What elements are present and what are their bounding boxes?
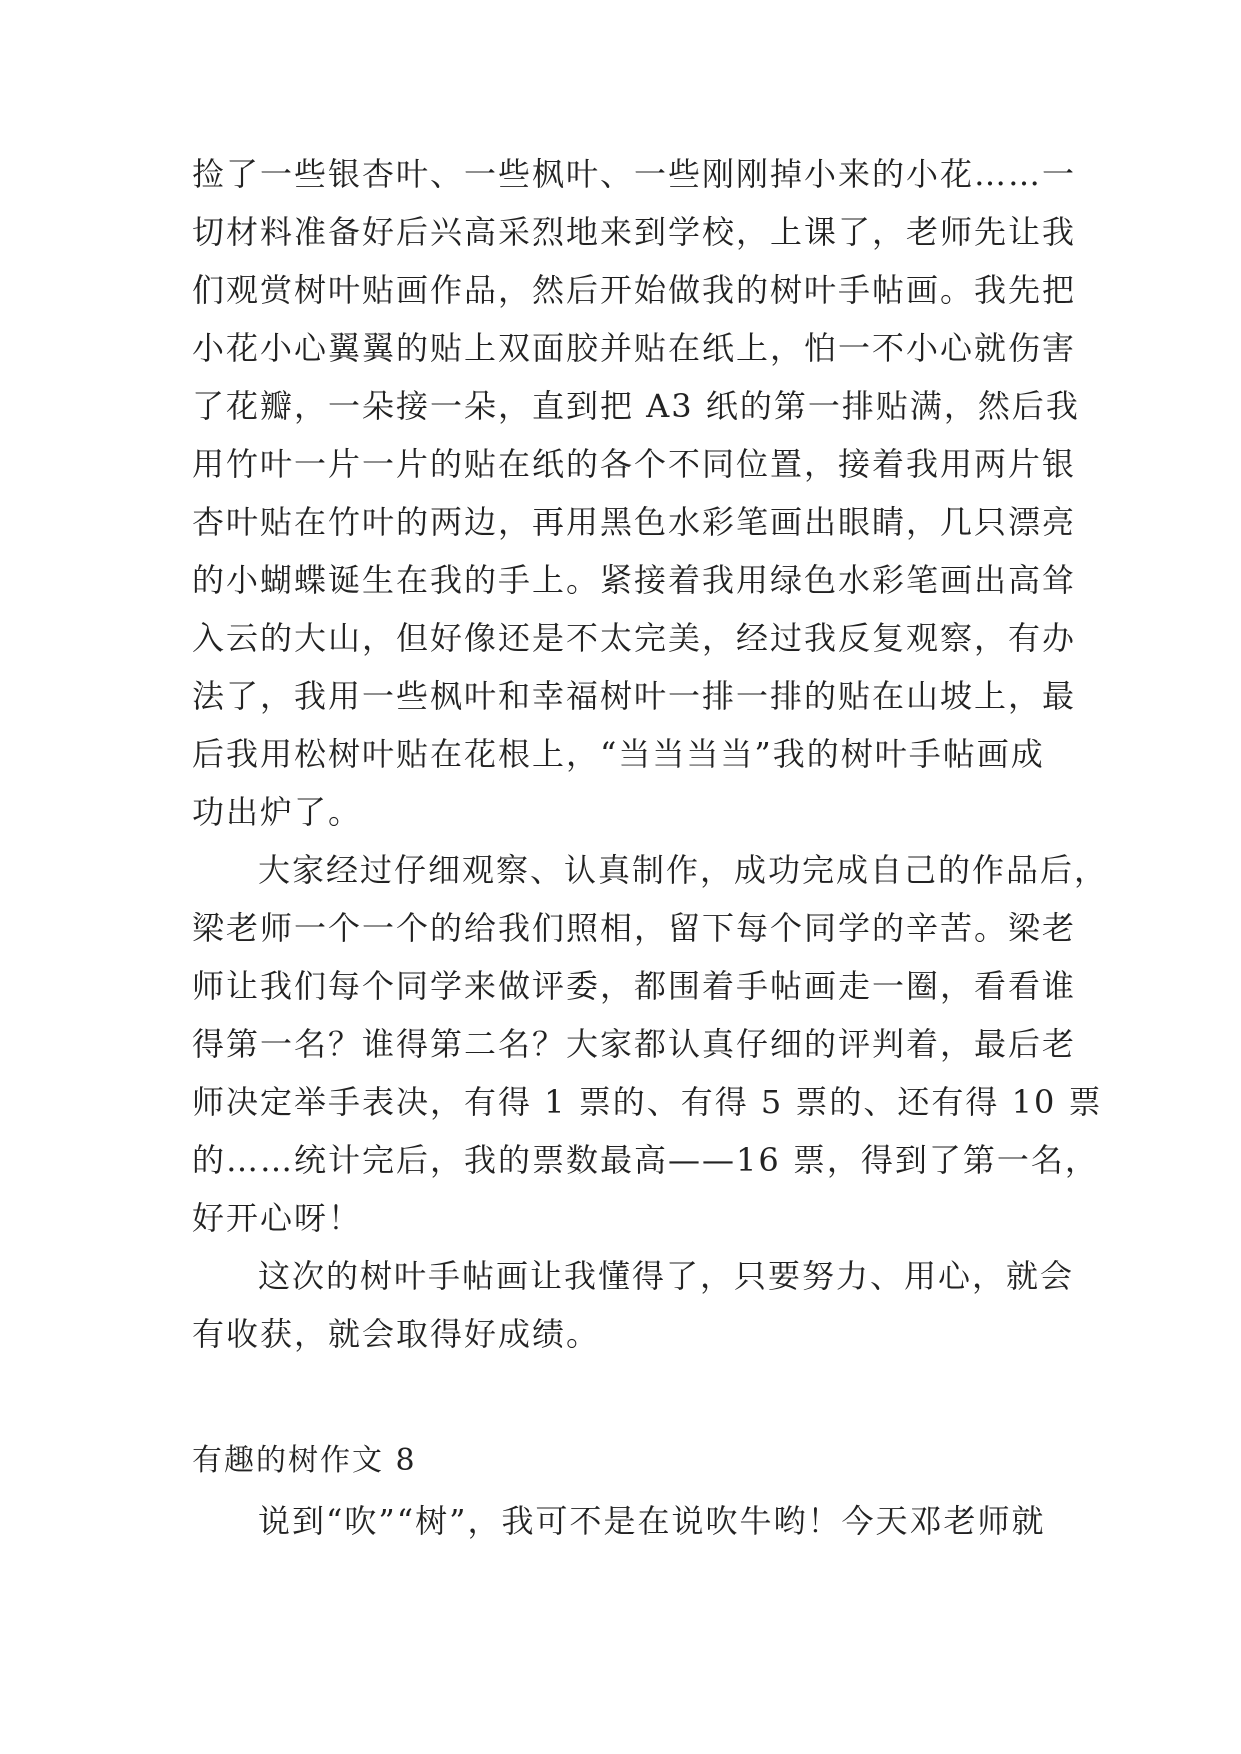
text-line: 入云的大山，但好像还是不太完美，经过我反复观察，有办 (192, 619, 1077, 657)
text-line: 好开心呀！ (192, 1199, 363, 1237)
text-line: 切材料准备好后兴高采烈地来到学校，上课了，老师先让我 (192, 213, 1077, 251)
text-line: 法了，我用一些枫叶和幸福树叶一排一排的贴在山坡上，最 (192, 677, 1077, 715)
text-line: 得第一名？谁得第二名？大家都认真仔细的评判着，最后老 (192, 1025, 1077, 1063)
text-line: 功出炉了。 (192, 793, 363, 831)
text-line: 用竹叶一片一片的贴在纸的各个不同位置，接着我用两片银 (192, 445, 1077, 483)
text-line: 小花小心翼翼的贴上双面胶并贴在纸上，怕一不小心就伤害 (192, 329, 1077, 367)
section-heading (192, 1432, 1062, 1490)
heading-text: 有趣的树作文 8 (192, 1443, 417, 1478)
text-line: 大家经过仔细观察、认真制作，成功完成自己的作品后， (258, 851, 1109, 889)
text-line: 师决定举手表决，有得 1 票的、有得 5 票的、还有得 10 票 (192, 1083, 1103, 1121)
paragraph-1 (192, 145, 1080, 841)
text-line: 说到“吹”“树”，我可不是在说吹牛哟！今天邓老师就 (258, 1502, 1046, 1540)
paragraph-3 (192, 1247, 1075, 1363)
text-line: 杏叶贴在竹叶的两边，再用黑色水彩笔画出眼睛，几只漂亮 (192, 503, 1077, 541)
text-line: 的……统计完后，我的票数最高——16 票，得到了第一名， (192, 1141, 1099, 1179)
text-line: 这次的树叶手帖画让我懂得了，只要努力、用心，就会 (258, 1257, 1075, 1295)
text-line: 梁老师一个一个的给我们照相，留下每个同学的辛苦。梁老 (192, 909, 1077, 947)
paragraph-4 (192, 1492, 1062, 1550)
text-line: 后我用松树叶贴在花根上，“当当当当”我的树叶手帖画成 (192, 735, 1045, 773)
text-line: 有收获，就会取得好成绩。 (192, 1315, 601, 1353)
paragraph-2 (192, 841, 1109, 1247)
text-line: 捡了一些银杏叶、一些枫叶、一些刚刚掉小来的小花……一 (192, 155, 1077, 193)
text-line: 们观赏树叶贴画作品，然后开始做我的树叶手帖画。我先把 (192, 271, 1077, 309)
text-line: 的小蝴蝶诞生在我的手上。紧接着我用绿色水彩笔画出高耸 (192, 561, 1077, 599)
text-line: 师让我们每个同学来做评委，都围着手帖画走一圈，看看谁 (192, 967, 1077, 1005)
text-line: 了花瓣，一朵接一朵，直到把 A3 纸的第一排贴满，然后我 (192, 387, 1080, 425)
